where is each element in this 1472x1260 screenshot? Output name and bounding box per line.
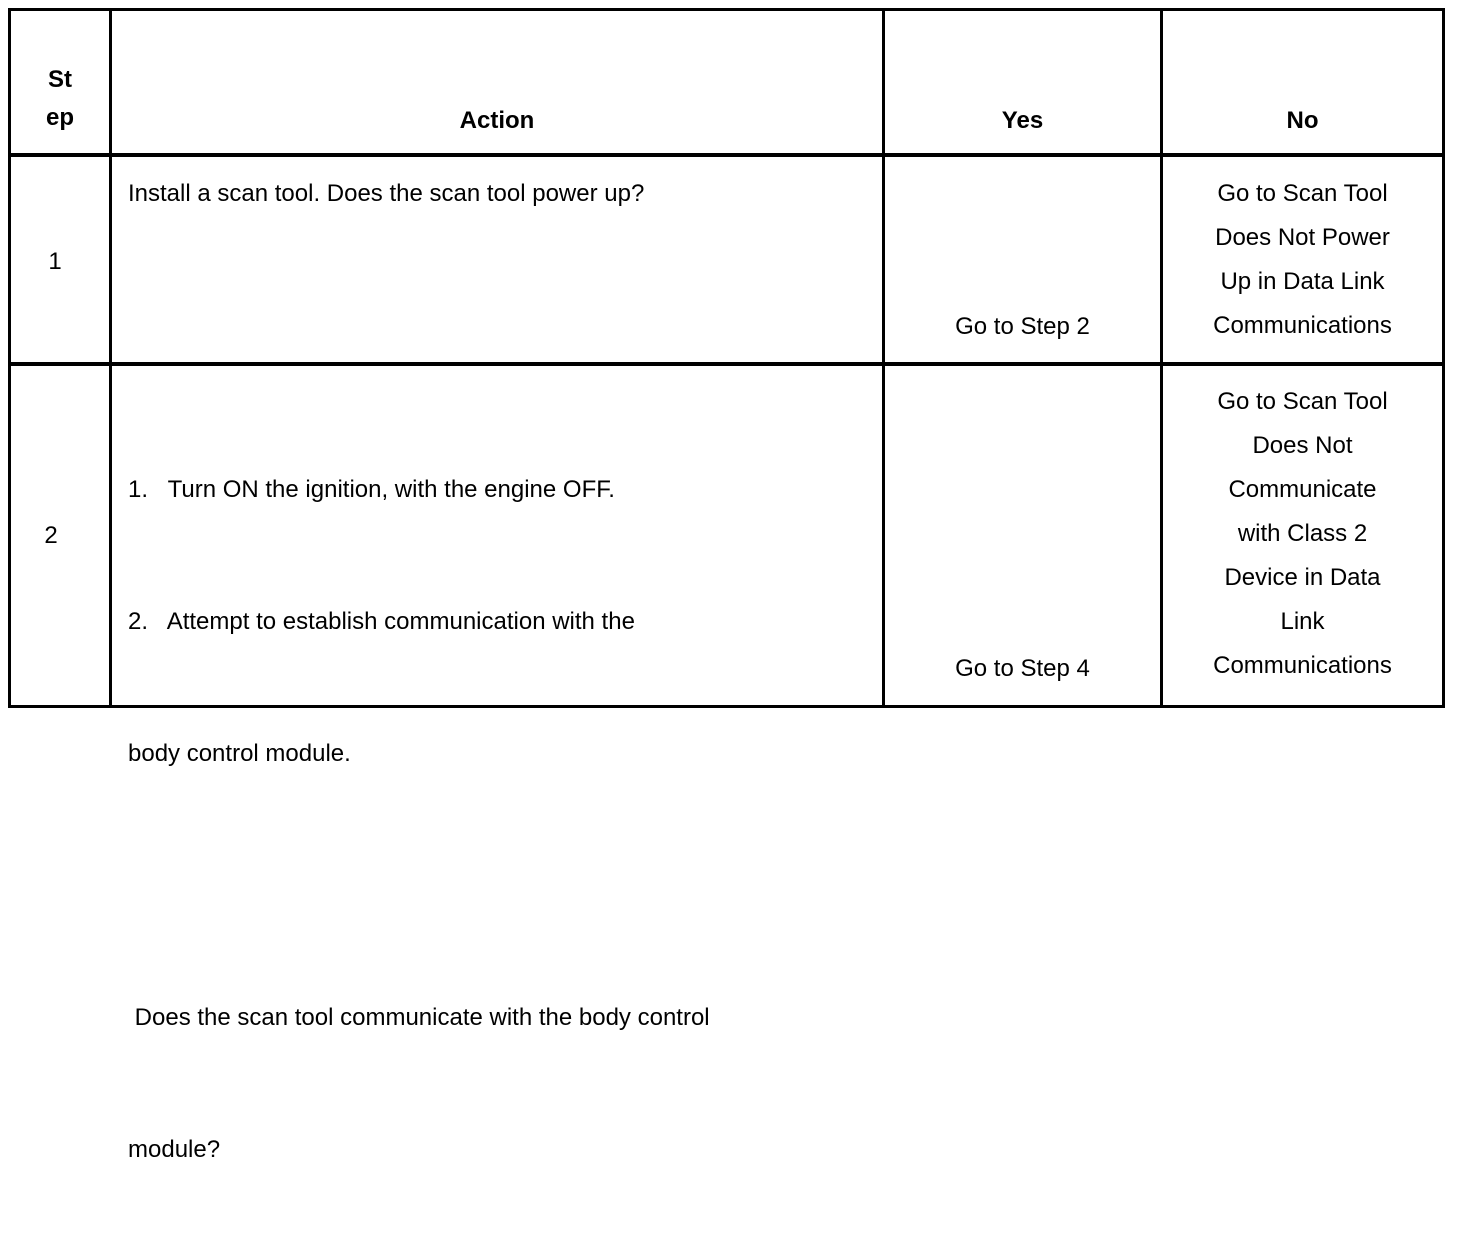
row-2-no-line-6: Link bbox=[1280, 608, 1325, 635]
row-1-action: Install a scan tool. Does the scan tool power up? bbox=[128, 180, 645, 207]
header-no: No bbox=[1286, 107, 1319, 134]
row-2-action bbox=[128, 380, 710, 1260]
row-2-action-line-3: body control module. bbox=[128, 740, 351, 767]
row-2-action-line-2: 2. Attempt to establish communication with the bbox=[128, 608, 635, 635]
row-2-yes: Go to Step 4 bbox=[955, 655, 1090, 682]
row-divider bbox=[8, 362, 1445, 366]
row-2-no bbox=[1163, 380, 1442, 688]
row-2-no-line-5: Device in Data bbox=[1224, 564, 1381, 591]
diagnostic-table bbox=[8, 8, 1445, 1163]
row-1-yes: Go to Step 2 bbox=[955, 313, 1090, 340]
row-2-step: 2 bbox=[44, 522, 58, 549]
row-2-action-line-6: module? bbox=[128, 1136, 221, 1163]
row-2-no-line-4: with Class 2 bbox=[1237, 520, 1368, 547]
row-2-no-line-2: Does Not bbox=[1252, 432, 1353, 459]
table-border-right bbox=[1442, 8, 1445, 708]
header-step bbox=[11, 61, 109, 137]
row-2-action-line-5: Does the scan tool communicate with the body control bbox=[128, 1004, 710, 1031]
row-1-no-line-3: Up in Data Link bbox=[1220, 268, 1385, 295]
row-1-step: 1 bbox=[48, 248, 62, 275]
row-1-no-line-1: Go to Scan Tool bbox=[1217, 180, 1388, 207]
row-1-no bbox=[1163, 172, 1442, 348]
row-2-action-line-1: 1. Turn ON the ignition, with the engine OFF. bbox=[128, 476, 615, 503]
row-2-no-line-1: Go to Scan Tool bbox=[1217, 388, 1388, 415]
row-2-no-line-3: Communicate bbox=[1228, 476, 1377, 503]
header-action: Action bbox=[459, 107, 535, 134]
row-1-no-line-2: Does Not Power bbox=[1215, 224, 1390, 251]
table-border-top bbox=[8, 8, 1445, 11]
row-2-action-line-4 bbox=[128, 864, 710, 908]
row-2-no-line-7: Communications bbox=[1213, 652, 1392, 679]
header-divider bbox=[8, 153, 1445, 157]
header-step-line-2: ep bbox=[45, 104, 74, 131]
header-yes: Yes bbox=[1001, 107, 1044, 134]
row-1-no-line-4: Communications bbox=[1213, 312, 1392, 339]
header-step-line-1: St bbox=[48, 66, 72, 93]
